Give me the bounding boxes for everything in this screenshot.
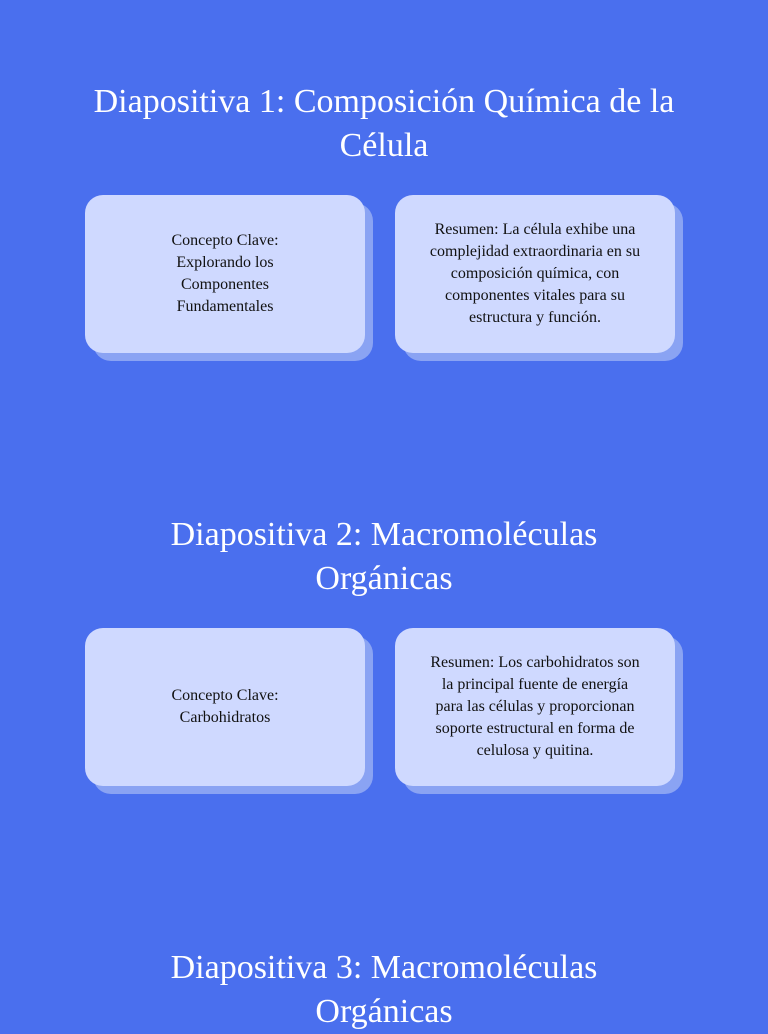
- slide-2-summary-text: Resumen: Los carbohidratos son la principal fuente de energía para las células y proporcionan soporte estructural en forma de celulosa y quitina.: [430, 654, 640, 759]
- slide-2-concept-text: Concepto Clave: Carbohidratos: [171, 687, 279, 726]
- slide-1-concept-card: [85, 195, 365, 353]
- slide-2-summary-card: [395, 628, 675, 786]
- slide-2-title: Diapositiva 2: Macromoléculas Orgánicas: [170, 516, 598, 597]
- slide-2-concept-card: [85, 628, 365, 786]
- slide-1-summary-text: Resumen: La célula exhibe una complejidad extraordinaria en su composición química, con componentes vitales para su estructura y función.: [429, 221, 641, 326]
- slide-1-summary-card: [395, 195, 675, 353]
- slide-1-concept-text: Concepto Clave: Explorando los Componentes Fundamentales: [171, 232, 279, 315]
- slide-1-title: Diapositiva 1: Composición Química de la Célula: [93, 83, 675, 164]
- slide-3-title: Diapositiva 3: Macromoléculas Orgánicas: [170, 949, 598, 1030]
